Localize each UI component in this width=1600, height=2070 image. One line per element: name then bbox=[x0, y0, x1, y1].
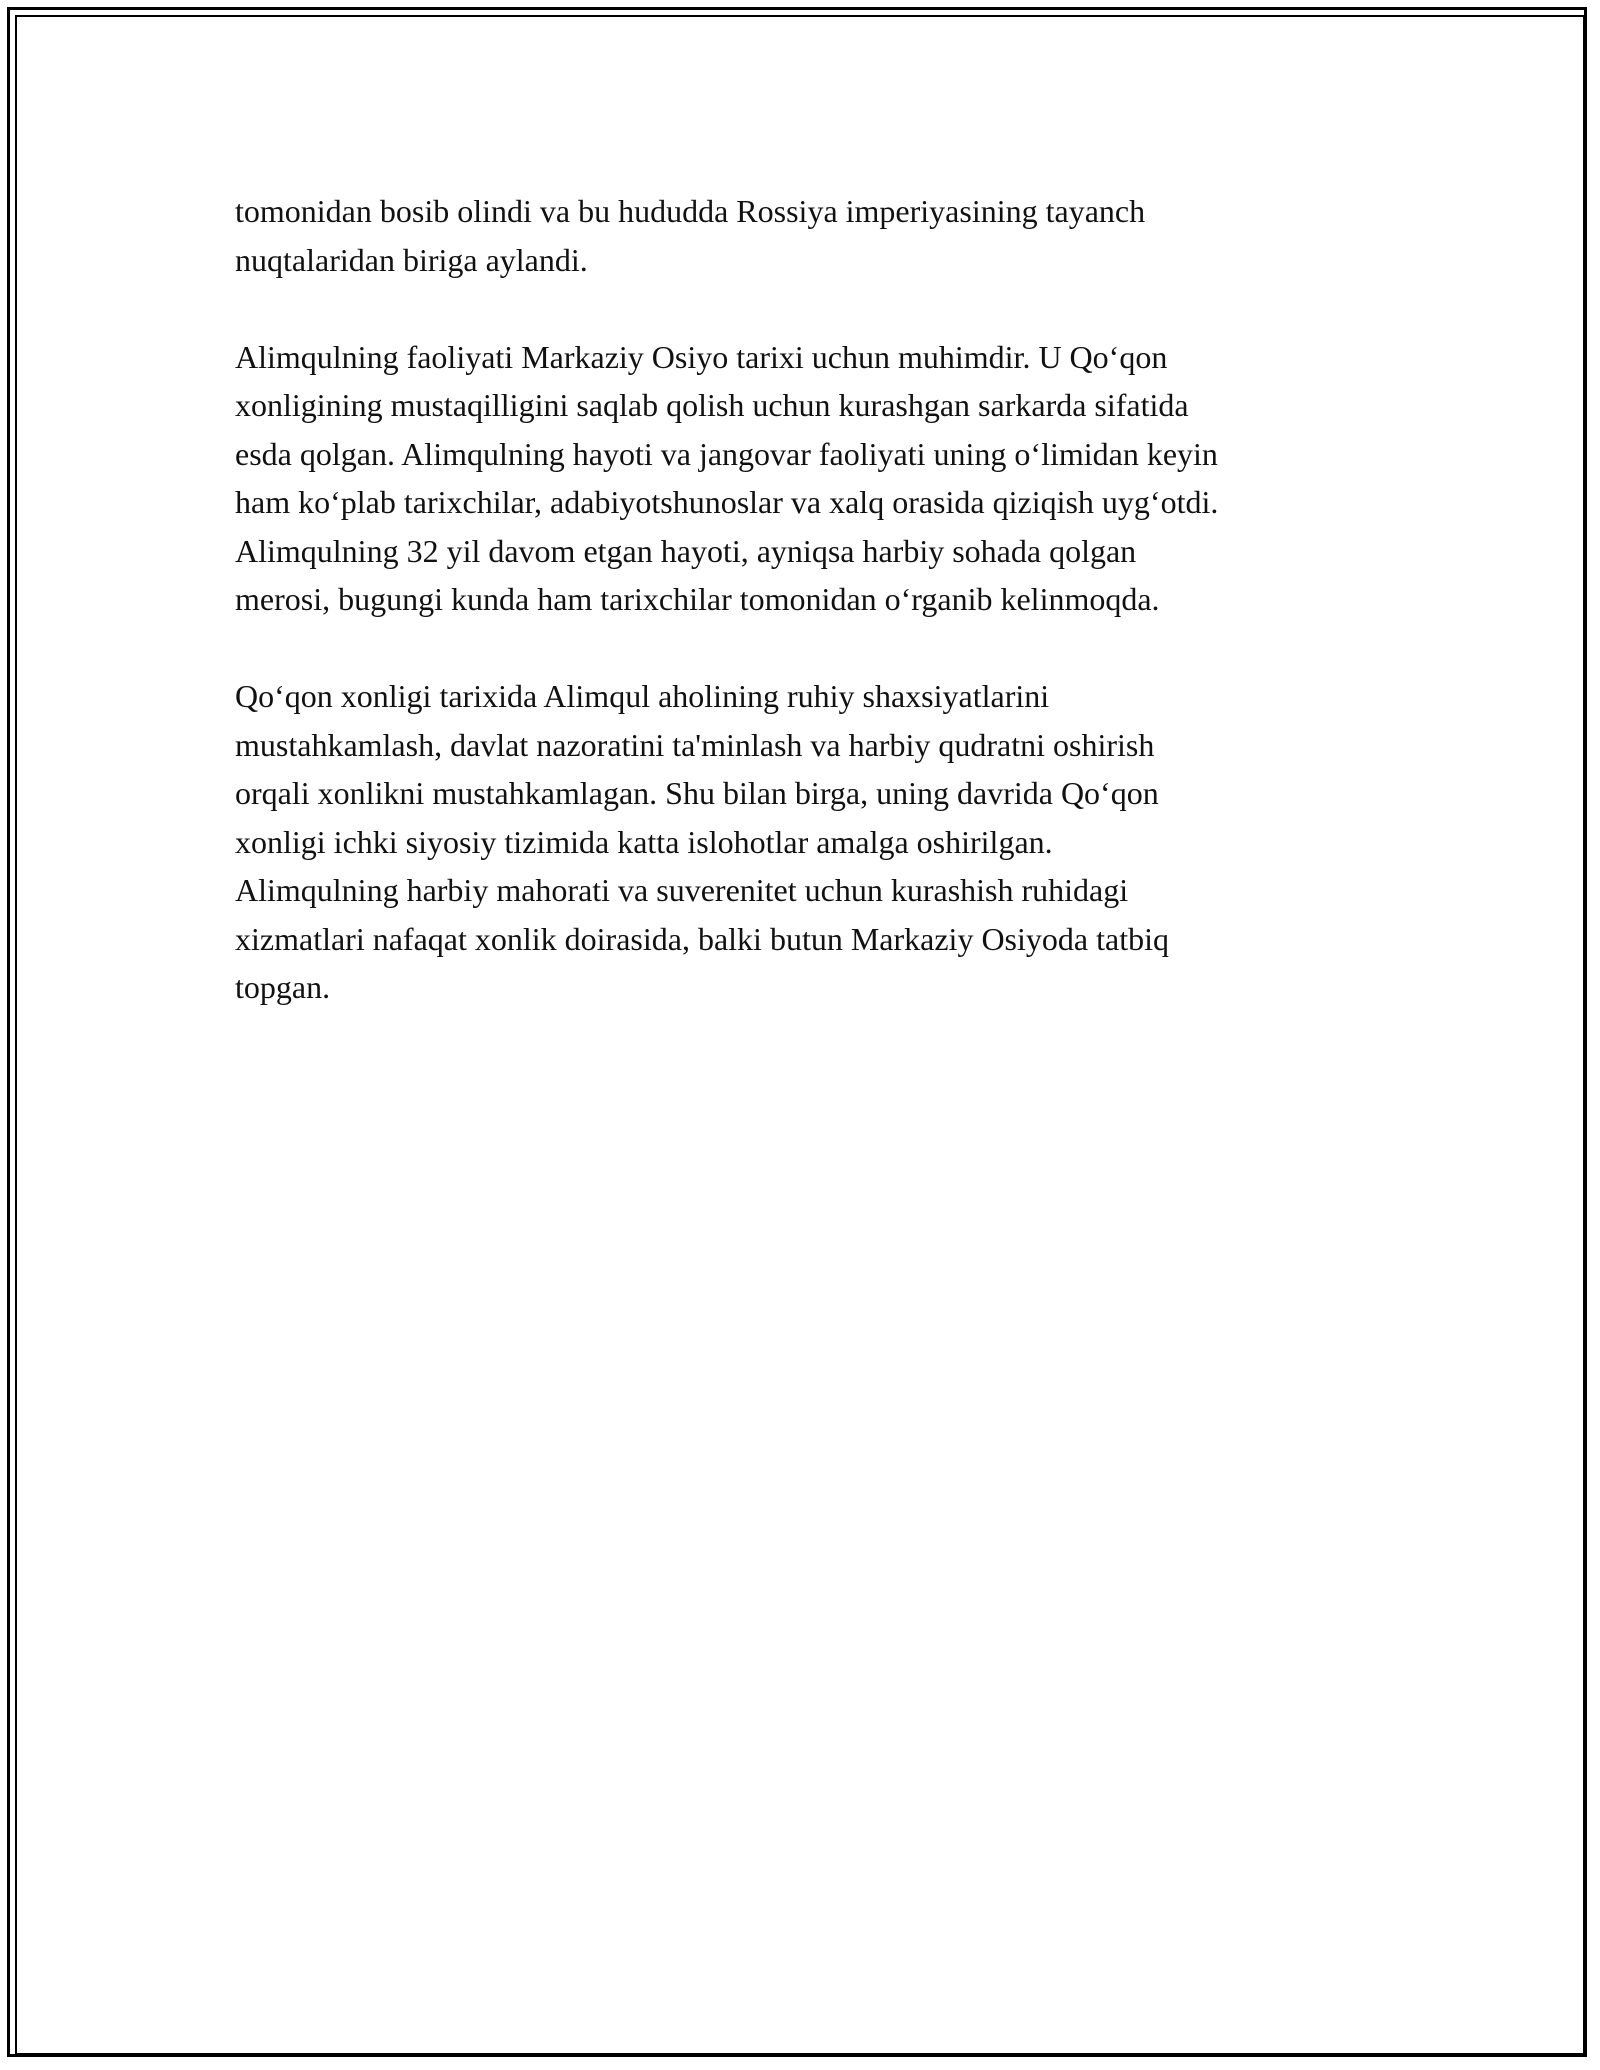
text-line: xonligining mustaqilligini saqlab qolish uchun kurashgan sarkarda sifatida bbox=[235, 387, 1189, 423]
text-line: topgan. bbox=[235, 969, 331, 1005]
text-line: xizmatlari nafaqat xonlik doirasida, balki butun Markaziy Osiyoda tatbiq bbox=[235, 920, 1169, 957]
text-line: Qo‘qon xonligi tarixida Alimqul aholining ruhiy shaxsiyatlarini bbox=[235, 678, 1050, 714]
text-line: tomonidan bosib olindi va bu hududda Rossiya imperiyasining tayanch bbox=[235, 193, 1146, 229]
text-line: Alimqulning harbiy mahorati va suverenitet uchun kurashish ruhidagi bbox=[235, 872, 1129, 908]
paragraph-1 bbox=[235, 187, 1375, 284]
text-line: mustahkamlash, davlat nazoratini ta'minlash va harbiy qudratni oshirish bbox=[235, 726, 1155, 763]
paragraph-2 bbox=[235, 333, 1375, 624]
text-line: orqali xonlikni mustahkamlagan. Shu bilan birga, uning davrida Qo‘qon bbox=[235, 775, 1159, 811]
text-line: Alimqulning faoliyati Markaziy Osiyo tarixi uchun muhimdir. U Qo‘qon bbox=[235, 338, 1168, 375]
text-line: xonligi ichki siyosiy tizimida katta islohotlar amalga oshirilgan. bbox=[235, 823, 1053, 860]
text-line: ham ko‘plab tarixchilar, adabiyotshunoslar va xalq orasida qiziqish uyg‘otdi. bbox=[235, 484, 1219, 520]
text-line: nuqtalaridan biriga aylandi. bbox=[235, 241, 588, 278]
text-line: esda qolgan. Alimqulning hayoti va jangovar faoliyati uning o‘limidan keyin bbox=[235, 435, 1218, 472]
text-line: merosi, bugungi kunda ham tarixchilar tomonidan o‘rganib kelinmoqda. bbox=[235, 581, 1160, 617]
paragraph-3 bbox=[235, 672, 1375, 1012]
document-body bbox=[235, 187, 1375, 1060]
text-line: Alimqulning 32 yil davom etgan hayoti, ayniqsa harbiy sohada qolgan bbox=[235, 532, 1137, 569]
